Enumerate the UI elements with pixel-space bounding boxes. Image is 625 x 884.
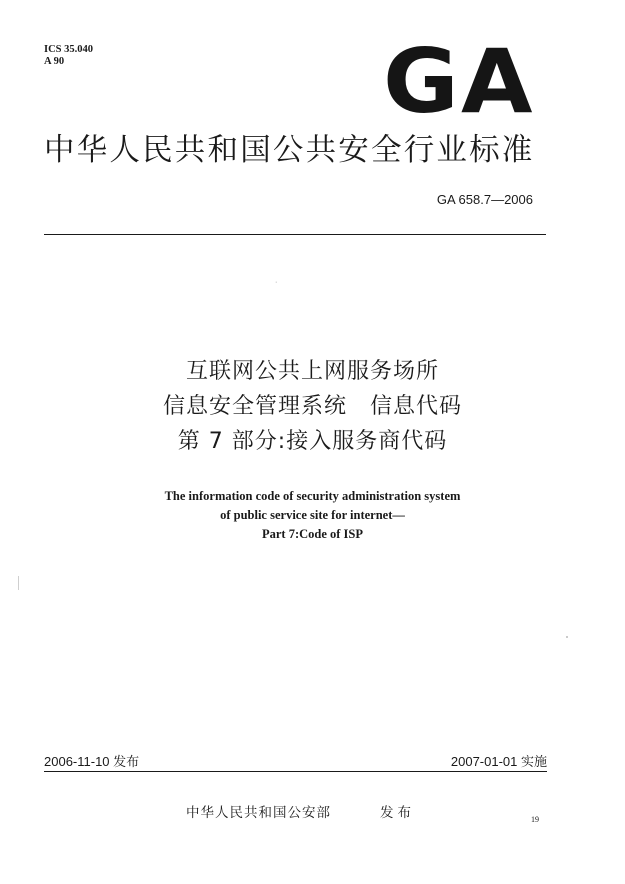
english-title-line-1: The information code of security administration system — [164, 489, 461, 503]
classification-codes — [44, 44, 93, 68]
chinese-title-line-2: 信息安全管理系统 信息代码 — [162, 394, 462, 419]
scan-dot-mark — [566, 636, 568, 638]
scan-edge-mark — [18, 576, 19, 590]
ga-logo: GA — [383, 30, 535, 133]
footer-divider — [44, 771, 547, 772]
publish-date: 2006-11-10 发布 — [44, 754, 140, 769]
standard-body-title: 中华人民共和国公共安全行业标准 — [44, 133, 535, 168]
english-title-line-2: of public service site for internet— — [220, 508, 405, 522]
ccs-code: A 90 — [44, 56, 65, 67]
standard-number: GA 658.7—2006 — [436, 192, 533, 207]
english-title — [0, 487, 625, 544]
page-number: 19 — [531, 815, 539, 824]
header-divider — [44, 234, 546, 235]
chinese-title — [0, 354, 625, 459]
issuing-authority: 中华人民共和国公安部 — [186, 805, 331, 821]
chinese-title-line-1: 互联网公共上网服务场所 — [185, 359, 439, 384]
scan-speck: · — [275, 279, 278, 286]
ics-code: ICS 35.040 — [44, 44, 94, 55]
chinese-title-line-3: 第 7 部分:接入服务商代码 — [177, 429, 448, 454]
issue-label: 发布 — [380, 805, 415, 821]
effective-date: 2007-01-01 实施 — [450, 754, 547, 769]
english-title-line-3: Part 7:Code of ISP — [261, 527, 364, 541]
